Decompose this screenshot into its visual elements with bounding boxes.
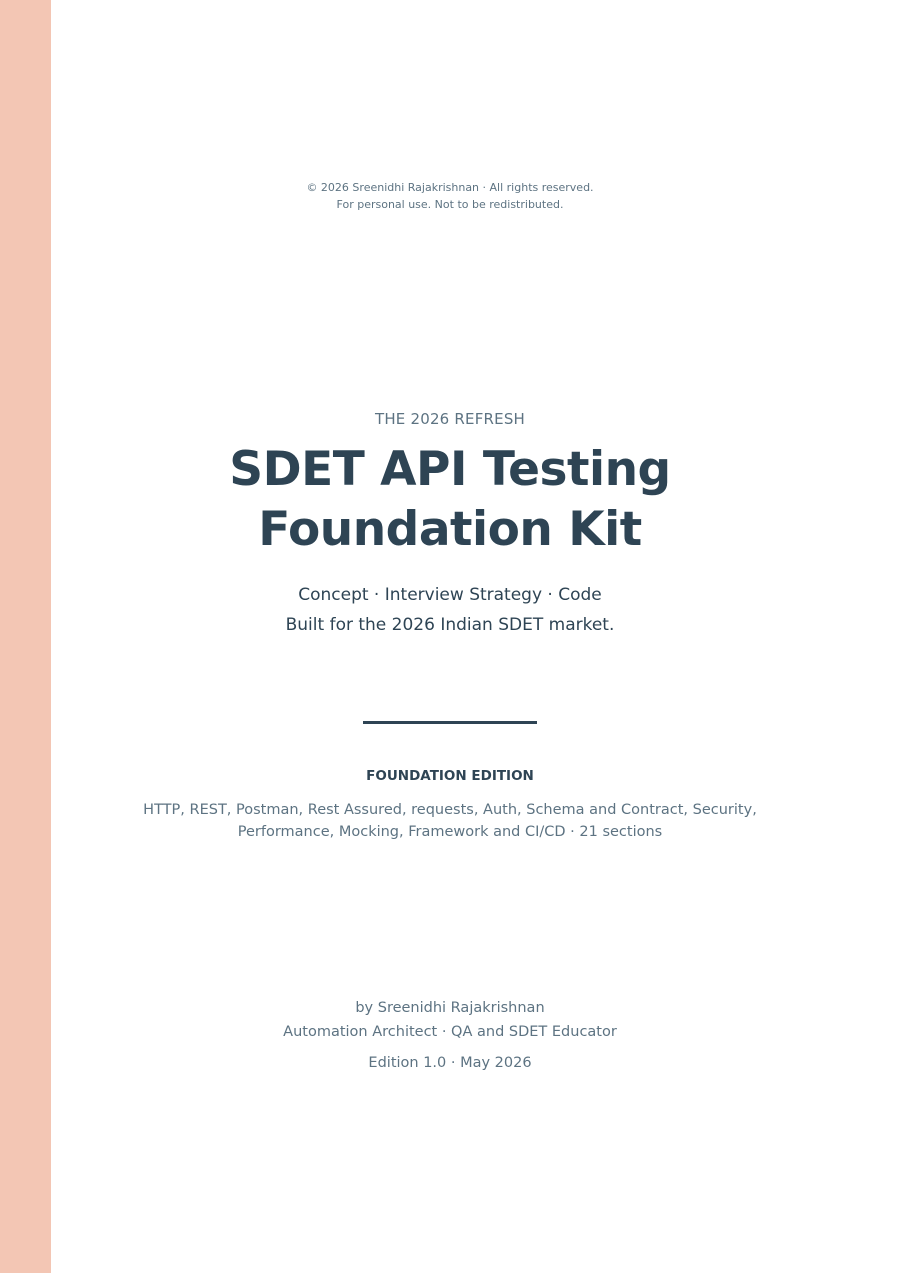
- copyright-line: © 2026 Sreenidhi Rajakrishnan · All rights reserved.: [306, 181, 594, 194]
- edition-label: FOUNDATION EDITION: [366, 768, 534, 784]
- eyebrow-label: THE 2026 REFRESH: [374, 410, 526, 428]
- section-divider: [363, 721, 537, 724]
- author-byline: by Sreenidhi Rajakrishnan: [355, 1000, 545, 1016]
- decorative-side-band: [0, 0, 51, 1273]
- author-info: [51, 996, 849, 1044]
- copyright-notice: [51, 179, 849, 213]
- subtitle-line-1: Concept · Interview Strategy · Code: [298, 585, 602, 605]
- topics-line-2: Performance, Mocking, Framework and CI/CD · 21 sections: [237, 824, 663, 840]
- author-role: Automation Architect · QA and SDET Educator: [283, 1024, 617, 1040]
- topics-summary: [51, 799, 849, 843]
- subtitle-line-2: Built for the 2026 Indian SDET market.: [285, 615, 615, 635]
- cover-page: [51, 0, 900, 1273]
- edition-date: Edition 1.0 · May 2026: [368, 1055, 532, 1071]
- topics-line-1: HTTP, REST, Postman, Rest Assured, requests, Auth, Schema and Contract, Security,: [143, 802, 757, 818]
- usage-notice-line: For personal use. Not to be redistributed.: [336, 198, 564, 211]
- title-line-1: SDET API Testing: [229, 442, 671, 497]
- title-line-2: Foundation Kit: [258, 502, 642, 557]
- page-title: [51, 440, 849, 560]
- subtitle: [51, 580, 849, 640]
